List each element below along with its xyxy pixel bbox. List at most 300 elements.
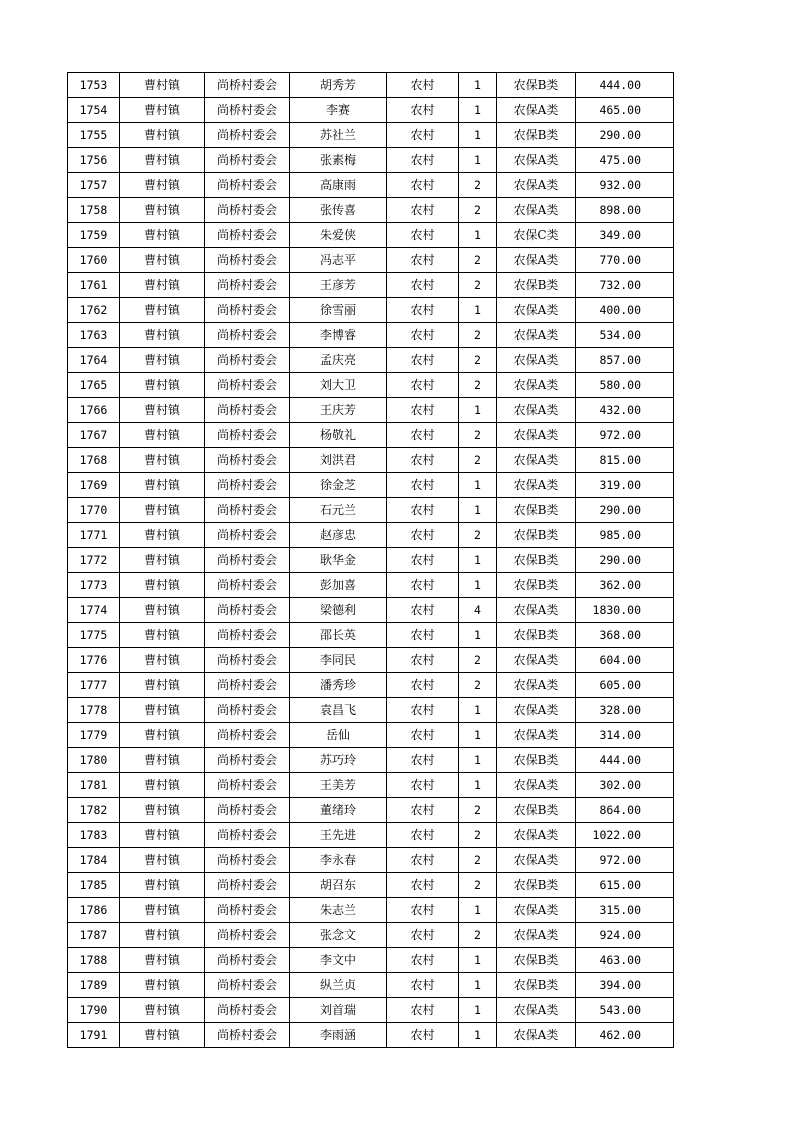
village-committee-cell: 尚桥村委会: [205, 123, 290, 148]
row-number-cell: 1787: [68, 923, 120, 948]
town-cell: 曹村镇: [120, 298, 205, 323]
village-committee-cell: 尚桥村委会: [205, 723, 290, 748]
amount-cell: 924.00: [576, 923, 674, 948]
table-row: [68, 448, 674, 473]
person-name-cell: 王庆芳: [290, 398, 387, 423]
town-cell: 曹村镇: [120, 148, 205, 173]
area-type-cell: 农村: [387, 823, 459, 848]
amount-cell: 615.00: [576, 873, 674, 898]
area-type-cell: 农村: [387, 73, 459, 98]
table-row: [68, 898, 674, 923]
table-row: [68, 198, 674, 223]
town-cell: 曹村镇: [120, 473, 205, 498]
insurance-category-cell: 农保A类: [497, 1023, 576, 1048]
insurance-category-cell: 农保C类: [497, 223, 576, 248]
amount-cell: 475.00: [576, 148, 674, 173]
household-count-cell: 2: [459, 373, 497, 398]
household-count-cell: 2: [459, 798, 497, 823]
area-type-cell: 农村: [387, 848, 459, 873]
person-name-cell: 袁昌飞: [290, 698, 387, 723]
amount-cell: 465.00: [576, 98, 674, 123]
village-committee-cell: 尚桥村委会: [205, 498, 290, 523]
insurance-category-cell: 农保A类: [497, 398, 576, 423]
household-count-cell: 1: [459, 1023, 497, 1048]
person-name-cell: 刘首瑞: [290, 998, 387, 1023]
town-cell: 曹村镇: [120, 198, 205, 223]
insurance-category-cell: 农保B类: [497, 273, 576, 298]
household-count-cell: 1: [459, 698, 497, 723]
village-committee-cell: 尚桥村委会: [205, 98, 290, 123]
person-name-cell: 徐金芝: [290, 473, 387, 498]
town-cell: 曹村镇: [120, 448, 205, 473]
area-type-cell: 农村: [387, 748, 459, 773]
insurance-category-cell: 农保B类: [497, 873, 576, 898]
row-number-cell: 1780: [68, 748, 120, 773]
table-row: [68, 323, 674, 348]
household-count-cell: 2: [459, 198, 497, 223]
row-number-cell: 1781: [68, 773, 120, 798]
amount-cell: 394.00: [576, 973, 674, 998]
person-name-cell: 梁德利: [290, 598, 387, 623]
town-cell: 曹村镇: [120, 498, 205, 523]
insurance-category-cell: 农保A类: [497, 823, 576, 848]
household-count-cell: 2: [459, 923, 497, 948]
household-count-cell: 1: [459, 623, 497, 648]
row-number-cell: 1764: [68, 348, 120, 373]
area-type-cell: 农村: [387, 698, 459, 723]
village-committee-cell: 尚桥村委会: [205, 423, 290, 448]
person-name-cell: 李雨涵: [290, 1023, 387, 1048]
amount-cell: 864.00: [576, 798, 674, 823]
amount-cell: 1830.00: [576, 598, 674, 623]
household-count-cell: 2: [459, 448, 497, 473]
amount-cell: 302.00: [576, 773, 674, 798]
table-row: [68, 823, 674, 848]
area-type-cell: 农村: [387, 473, 459, 498]
household-count-cell: 2: [459, 848, 497, 873]
table-row: [68, 123, 674, 148]
amount-cell: 543.00: [576, 998, 674, 1023]
household-count-cell: 1: [459, 123, 497, 148]
area-type-cell: 农村: [387, 373, 459, 398]
row-number-cell: 1762: [68, 298, 120, 323]
insurance-category-cell: 农保A类: [497, 898, 576, 923]
household-count-cell: 1: [459, 498, 497, 523]
village-committee-cell: 尚桥村委会: [205, 548, 290, 573]
amount-cell: 290.00: [576, 123, 674, 148]
household-count-cell: 2: [459, 273, 497, 298]
household-count-cell: 1: [459, 973, 497, 998]
table-row: [68, 1023, 674, 1048]
row-number-cell: 1788: [68, 948, 120, 973]
amount-cell: 972.00: [576, 848, 674, 873]
insurance-category-cell: 农保B类: [497, 973, 576, 998]
row-number-cell: 1760: [68, 248, 120, 273]
person-name-cell: 李文中: [290, 948, 387, 973]
town-cell: 曹村镇: [120, 873, 205, 898]
area-type-cell: 农村: [387, 323, 459, 348]
insurance-category-cell: 农保A类: [497, 173, 576, 198]
amount-cell: 290.00: [576, 498, 674, 523]
area-type-cell: 农村: [387, 548, 459, 573]
table-row: [68, 498, 674, 523]
insurance-category-cell: 农保A类: [497, 598, 576, 623]
insurance-category-cell: 农保A类: [497, 673, 576, 698]
table-row: [68, 948, 674, 973]
row-number-cell: 1783: [68, 823, 120, 848]
village-committee-cell: 尚桥村委会: [205, 473, 290, 498]
village-committee-cell: 尚桥村委会: [205, 573, 290, 598]
table-row: [68, 398, 674, 423]
amount-cell: 857.00: [576, 348, 674, 373]
row-number-cell: 1784: [68, 848, 120, 873]
town-cell: 曹村镇: [120, 898, 205, 923]
person-name-cell: 李同民: [290, 648, 387, 673]
table-row: [68, 698, 674, 723]
amount-cell: 462.00: [576, 1023, 674, 1048]
area-type-cell: 农村: [387, 1023, 459, 1048]
insurance-category-cell: 农保A类: [497, 998, 576, 1023]
village-committee-cell: 尚桥村委会: [205, 698, 290, 723]
area-type-cell: 农村: [387, 498, 459, 523]
table-row: [68, 873, 674, 898]
insurance-category-cell: 农保B类: [497, 798, 576, 823]
person-name-cell: 王彦芳: [290, 273, 387, 298]
table-row: [68, 148, 674, 173]
area-type-cell: 农村: [387, 623, 459, 648]
person-name-cell: 杨敬礼: [290, 423, 387, 448]
row-number-cell: 1782: [68, 798, 120, 823]
town-cell: 曹村镇: [120, 573, 205, 598]
household-count-cell: 1: [459, 748, 497, 773]
insurance-category-cell: 农保A类: [497, 698, 576, 723]
person-name-cell: 刘洪君: [290, 448, 387, 473]
table-row: [68, 773, 674, 798]
row-number-cell: 1769: [68, 473, 120, 498]
table-row: [68, 573, 674, 598]
person-name-cell: 董绪玲: [290, 798, 387, 823]
person-name-cell: 李赛: [290, 98, 387, 123]
insurance-category-cell: 农保A类: [497, 248, 576, 273]
household-count-cell: 1: [459, 898, 497, 923]
amount-cell: 368.00: [576, 623, 674, 648]
table-row: [68, 798, 674, 823]
town-cell: 曹村镇: [120, 773, 205, 798]
table-row: [68, 373, 674, 398]
village-committee-cell: 尚桥村委会: [205, 673, 290, 698]
household-count-cell: 1: [459, 148, 497, 173]
village-committee-cell: 尚桥村委会: [205, 373, 290, 398]
insurance-category-cell: 农保A类: [497, 198, 576, 223]
area-type-cell: 农村: [387, 573, 459, 598]
person-name-cell: 张素梅: [290, 148, 387, 173]
area-type-cell: 农村: [387, 248, 459, 273]
town-cell: 曹村镇: [120, 523, 205, 548]
person-name-cell: 李博睿: [290, 323, 387, 348]
table-row: [68, 298, 674, 323]
household-count-cell: 1: [459, 548, 497, 573]
town-cell: 曹村镇: [120, 123, 205, 148]
village-committee-cell: 尚桥村委会: [205, 898, 290, 923]
insurance-category-cell: 农保B类: [497, 123, 576, 148]
row-number-cell: 1789: [68, 973, 120, 998]
table-row: [68, 973, 674, 998]
table-row: [68, 223, 674, 248]
person-name-cell: 耿华金: [290, 548, 387, 573]
table-row: [68, 423, 674, 448]
person-name-cell: 刘大卫: [290, 373, 387, 398]
household-count-cell: 1: [459, 998, 497, 1023]
household-count-cell: 2: [459, 823, 497, 848]
village-committee-cell: 尚桥村委会: [205, 848, 290, 873]
town-cell: 曹村镇: [120, 323, 205, 348]
town-cell: 曹村镇: [120, 698, 205, 723]
amount-cell: 400.00: [576, 298, 674, 323]
village-committee-cell: 尚桥村委会: [205, 873, 290, 898]
table-row: [68, 848, 674, 873]
household-count-cell: 1: [459, 298, 497, 323]
area-type-cell: 农村: [387, 198, 459, 223]
person-name-cell: 苏社兰: [290, 123, 387, 148]
person-name-cell: 李永春: [290, 848, 387, 873]
town-cell: 曹村镇: [120, 348, 205, 373]
table-row: [68, 273, 674, 298]
row-number-cell: 1773: [68, 573, 120, 598]
town-cell: 曹村镇: [120, 548, 205, 573]
area-type-cell: 农村: [387, 673, 459, 698]
area-type-cell: 农村: [387, 648, 459, 673]
town-cell: 曹村镇: [120, 273, 205, 298]
person-name-cell: 赵彦忠: [290, 523, 387, 548]
table-row: [68, 348, 674, 373]
amount-cell: 463.00: [576, 948, 674, 973]
row-number-cell: 1776: [68, 648, 120, 673]
insurance-category-cell: 农保A类: [497, 373, 576, 398]
village-committee-cell: 尚桥村委会: [205, 223, 290, 248]
insurance-category-cell: 农保B类: [497, 948, 576, 973]
area-type-cell: 农村: [387, 423, 459, 448]
household-count-cell: 1: [459, 398, 497, 423]
village-committee-cell: 尚桥村委会: [205, 348, 290, 373]
row-number-cell: 1774: [68, 598, 120, 623]
area-type-cell: 农村: [387, 998, 459, 1023]
household-count-cell: 2: [459, 423, 497, 448]
village-committee-cell: 尚桥村委会: [205, 623, 290, 648]
area-type-cell: 农村: [387, 173, 459, 198]
person-name-cell: 徐雪丽: [290, 298, 387, 323]
area-type-cell: 农村: [387, 448, 459, 473]
insurance-category-cell: 农保A类: [497, 423, 576, 448]
town-cell: 曹村镇: [120, 73, 205, 98]
area-type-cell: 农村: [387, 348, 459, 373]
area-type-cell: 农村: [387, 123, 459, 148]
amount-cell: 349.00: [576, 223, 674, 248]
row-number-cell: 1756: [68, 148, 120, 173]
village-committee-cell: 尚桥村委会: [205, 598, 290, 623]
table-row: [68, 523, 674, 548]
amount-cell: 534.00: [576, 323, 674, 348]
person-name-cell: 张念文: [290, 923, 387, 948]
amount-cell: 444.00: [576, 748, 674, 773]
table-row: [68, 648, 674, 673]
person-name-cell: 彭加喜: [290, 573, 387, 598]
town-cell: 曹村镇: [120, 823, 205, 848]
insurance-category-cell: 农保A类: [497, 473, 576, 498]
person-name-cell: 朱志兰: [290, 898, 387, 923]
person-name-cell: 邵长英: [290, 623, 387, 648]
row-number-cell: 1763: [68, 323, 120, 348]
insurance-category-cell: 农保B类: [497, 498, 576, 523]
insurance-category-cell: 农保A类: [497, 648, 576, 673]
village-committee-cell: 尚桥村委会: [205, 1023, 290, 1048]
person-name-cell: 孟庆亮: [290, 348, 387, 373]
amount-cell: 580.00: [576, 373, 674, 398]
area-type-cell: 农村: [387, 598, 459, 623]
assistance-table: [67, 72, 674, 1048]
household-count-cell: 2: [459, 673, 497, 698]
insurance-category-cell: 农保B类: [497, 73, 576, 98]
insurance-category-cell: 农保A类: [497, 448, 576, 473]
town-cell: 曹村镇: [120, 723, 205, 748]
row-number-cell: 1759: [68, 223, 120, 248]
table-row: [68, 623, 674, 648]
person-name-cell: 胡秀芳: [290, 73, 387, 98]
insurance-category-cell: 农保A类: [497, 98, 576, 123]
village-committee-cell: 尚桥村委会: [205, 323, 290, 348]
household-count-cell: 1: [459, 73, 497, 98]
insurance-category-cell: 农保A类: [497, 723, 576, 748]
area-type-cell: 农村: [387, 948, 459, 973]
amount-cell: 314.00: [576, 723, 674, 748]
area-type-cell: 农村: [387, 148, 459, 173]
amount-cell: 319.00: [576, 473, 674, 498]
town-cell: 曹村镇: [120, 998, 205, 1023]
row-number-cell: 1757: [68, 173, 120, 198]
amount-cell: 605.00: [576, 673, 674, 698]
town-cell: 曹村镇: [120, 798, 205, 823]
village-committee-cell: 尚桥村委会: [205, 748, 290, 773]
insurance-category-cell: 农保A类: [497, 323, 576, 348]
area-type-cell: 农村: [387, 98, 459, 123]
table-row: [68, 248, 674, 273]
table-row: [68, 473, 674, 498]
town-cell: 曹村镇: [120, 623, 205, 648]
household-count-cell: 1: [459, 723, 497, 748]
village-committee-cell: 尚桥村委会: [205, 298, 290, 323]
person-name-cell: 纵兰贞: [290, 973, 387, 998]
village-committee-cell: 尚桥村委会: [205, 398, 290, 423]
town-cell: 曹村镇: [120, 373, 205, 398]
town-cell: 曹村镇: [120, 223, 205, 248]
person-name-cell: 岳仙: [290, 723, 387, 748]
household-count-cell: 1: [459, 773, 497, 798]
area-type-cell: 农村: [387, 773, 459, 798]
person-name-cell: 石元兰: [290, 498, 387, 523]
insurance-category-cell: 农保B类: [497, 748, 576, 773]
insurance-category-cell: 农保B类: [497, 623, 576, 648]
household-count-cell: 2: [459, 248, 497, 273]
amount-cell: 972.00: [576, 423, 674, 448]
village-committee-cell: 尚桥村委会: [205, 798, 290, 823]
row-number-cell: 1753: [68, 73, 120, 98]
area-type-cell: 农村: [387, 398, 459, 423]
area-type-cell: 农村: [387, 898, 459, 923]
person-name-cell: 朱爱侠: [290, 223, 387, 248]
village-committee-cell: 尚桥村委会: [205, 248, 290, 273]
village-committee-cell: 尚桥村委会: [205, 648, 290, 673]
insurance-category-cell: 农保A类: [497, 773, 576, 798]
town-cell: 曹村镇: [120, 248, 205, 273]
village-committee-cell: 尚桥村委会: [205, 973, 290, 998]
village-committee-cell: 尚桥村委会: [205, 823, 290, 848]
person-name-cell: 张传喜: [290, 198, 387, 223]
village-committee-cell: 尚桥村委会: [205, 998, 290, 1023]
area-type-cell: 农村: [387, 298, 459, 323]
row-number-cell: 1785: [68, 873, 120, 898]
area-type-cell: 农村: [387, 523, 459, 548]
person-name-cell: 王先进: [290, 823, 387, 848]
insurance-category-cell: 农保A类: [497, 298, 576, 323]
area-type-cell: 农村: [387, 923, 459, 948]
household-count-cell: 2: [459, 873, 497, 898]
amount-cell: 432.00: [576, 398, 674, 423]
amount-cell: 315.00: [576, 898, 674, 923]
area-type-cell: 农村: [387, 723, 459, 748]
row-number-cell: 1779: [68, 723, 120, 748]
table-row: [68, 748, 674, 773]
household-count-cell: 1: [459, 573, 497, 598]
row-number-cell: 1761: [68, 273, 120, 298]
insurance-category-cell: 农保A类: [497, 923, 576, 948]
table-row: [68, 548, 674, 573]
row-number-cell: 1775: [68, 623, 120, 648]
table-row: [68, 923, 674, 948]
town-cell: 曹村镇: [120, 848, 205, 873]
household-count-cell: 1: [459, 473, 497, 498]
village-committee-cell: 尚桥村委会: [205, 923, 290, 948]
village-committee-cell: 尚桥村委会: [205, 73, 290, 98]
row-number-cell: 1772: [68, 548, 120, 573]
town-cell: 曹村镇: [120, 648, 205, 673]
insurance-category-cell: 农保B类: [497, 523, 576, 548]
person-name-cell: 王美芳: [290, 773, 387, 798]
household-count-cell: 4: [459, 598, 497, 623]
amount-cell: 770.00: [576, 248, 674, 273]
table-body: [68, 73, 674, 1048]
town-cell: 曹村镇: [120, 973, 205, 998]
amount-cell: 1022.00: [576, 823, 674, 848]
area-type-cell: 农村: [387, 798, 459, 823]
area-type-cell: 农村: [387, 973, 459, 998]
amount-cell: 290.00: [576, 548, 674, 573]
table-row: [68, 98, 674, 123]
town-cell: 曹村镇: [120, 948, 205, 973]
person-name-cell: 冯志平: [290, 248, 387, 273]
amount-cell: 444.00: [576, 73, 674, 98]
row-number-cell: 1791: [68, 1023, 120, 1048]
insurance-category-cell: 农保A类: [497, 348, 576, 373]
town-cell: 曹村镇: [120, 98, 205, 123]
town-cell: 曹村镇: [120, 748, 205, 773]
town-cell: 曹村镇: [120, 398, 205, 423]
amount-cell: 932.00: [576, 173, 674, 198]
row-number-cell: 1771: [68, 523, 120, 548]
village-committee-cell: 尚桥村委会: [205, 273, 290, 298]
town-cell: 曹村镇: [120, 923, 205, 948]
household-count-cell: 1: [459, 98, 497, 123]
amount-cell: 985.00: [576, 523, 674, 548]
row-number-cell: 1790: [68, 998, 120, 1023]
